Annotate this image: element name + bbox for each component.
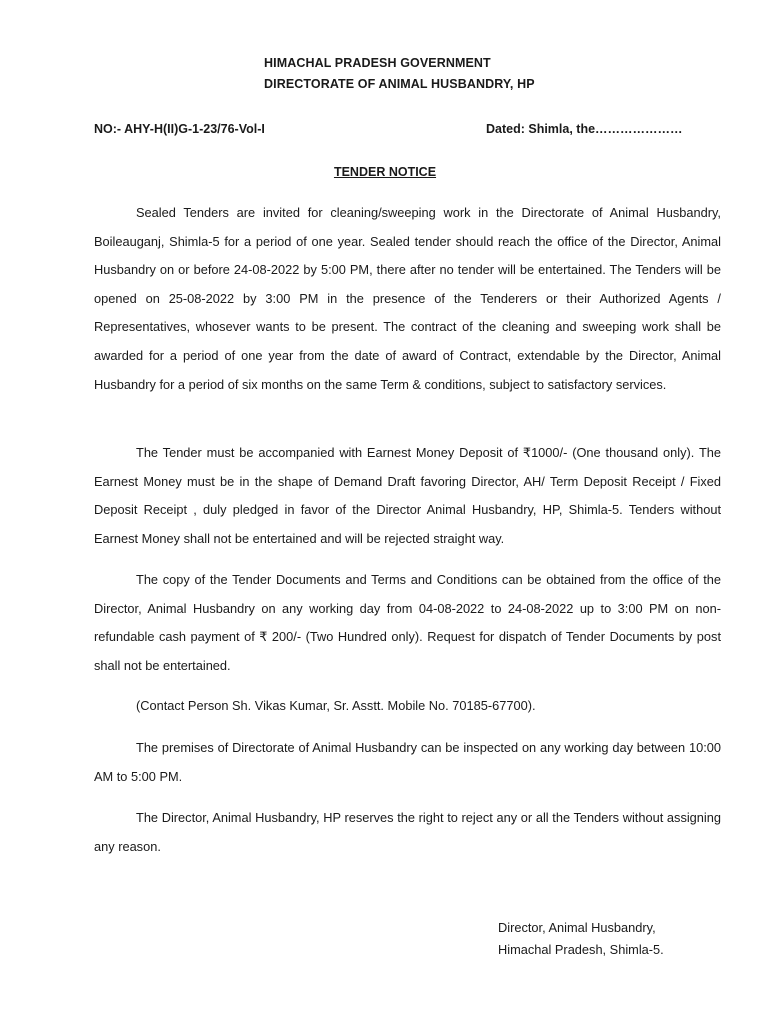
- paragraph-tender-documents: The copy of the Tender Documents and Terms and Conditions can be obtained from the office of the Director, Animal Husbandry on any working day from 04-08-2022 to 24-08-2022 up to 3:00 PM on non-refundable cash payment of ₹ 200/- (Two Hundred only). Request for dispatch of Tender Documents by post shall not be entertained.: [94, 572, 721, 673]
- signature-location: Himachal Pradesh, Shimla-5.: [498, 942, 664, 957]
- paragraph-reservation: The Director, Animal Husbandry, HP reserves the right to reject any or all the Tenders without assigning any reason.: [94, 810, 721, 854]
- paragraph-contact-person: (Contact Person Sh. Vikas Kumar, Sr. Asstt. Mobile No. 70185-67700).: [136, 698, 536, 713]
- paragraph-invitation: Sealed Tenders are invited for cleaning/sweeping work in the Directorate of Animal Husbandry, Boileauganj, Shimla-5 for a period of one year. Sealed tender should reach the office of the Director, Animal Husbandry on or before 24-08-2022 by 5:00 PM, there after no tender will be entertained. The Tenders will be opened on 25-08-2022 by 3:00 PM in the presence of the Tenderers or their Authorized Agents / Representatives, whosever wants to be present. The contract of the cleaning and sweeping work shall be awarded for a period of one year from the date of award of Contract, extendable by the Director, Animal Husbandry for a period of six months on the same Term & conditions, subject to satisfactory services.: [94, 205, 721, 392]
- directorate-heading: DIRECTORATE OF ANIMAL HUSBANDRY, HP: [264, 77, 535, 91]
- government-heading: HIMACHAL PRADESH GOVERNMENT: [264, 56, 491, 70]
- notice-title: TENDER NOTICE: [333, 165, 437, 179]
- dated-line: Dated: Shimla, the…………………: [486, 122, 683, 136]
- signature-designation: Director, Animal Husbandry,: [498, 920, 656, 935]
- reference-number: NO:- AHY-H(II)G-1-23/76-Vol-I: [94, 122, 265, 136]
- paragraph-inspection: The premises of Directorate of Animal Husbandry can be inspected on any working day between 10:00 AM to 5:00 PM.: [94, 740, 721, 784]
- paragraph-earnest-money: The Tender must be accompanied with Earnest Money Deposit of ₹1000/- (One thousand only). The Earnest Money must be in the shape of Demand Draft favoring Director, AH/ Term Deposit Receipt / Fixed Deposit Receipt , duly pledged in favor of the Director Animal Husbandry, HP, Shimla-5. Tenders without Earnest Money shall not be entertained and will be rejected straight way.: [94, 445, 721, 546]
